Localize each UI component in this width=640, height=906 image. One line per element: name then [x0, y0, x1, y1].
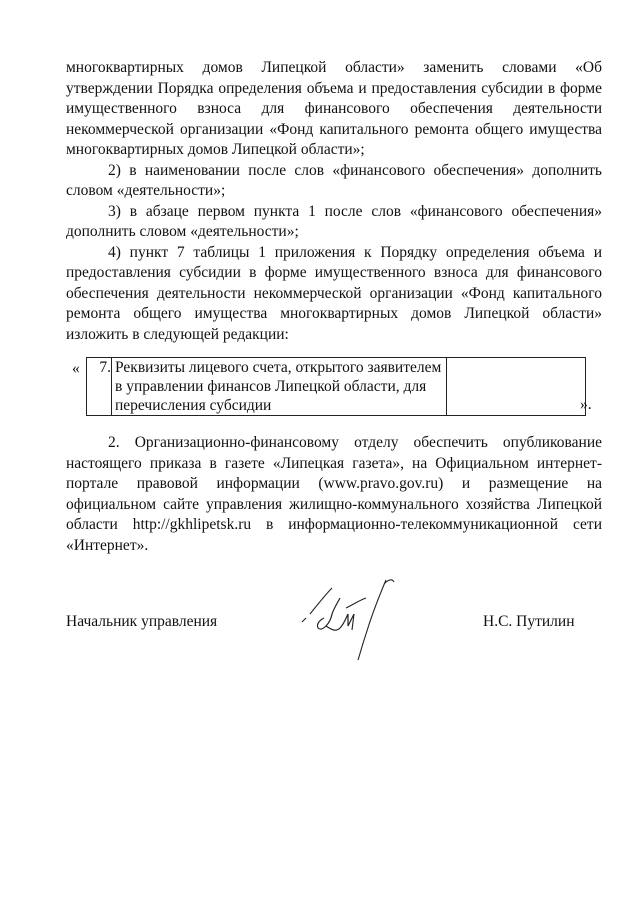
top-text [66, 58, 602, 345]
paragraph-item-3: 3) в абзаце первом пункта 1 после слов «финансового обеспечения» дополнить словом «деятельности»; [66, 202, 602, 240]
row-description: Реквизиты лицевого счета, открытого заявителем в управлении финансов Липецкой области, для перечисления субсидии [112, 358, 447, 416]
paragraph-item-4: 4) пункт 7 таблицы 1 приложения к Порядку определения объема и предоставления субсидии в форме имущественного взноса для финансового обеспечения деятельности некоммерческой организации «Фонд капитального ремонта общего имущества многоквартирных домов Липецкой области» изложить в следующей редакции: [66, 243, 602, 343]
amendment-table-block [66, 357, 602, 415]
close-quote: ». [580, 396, 592, 413]
bottom-text [66, 433, 602, 556]
paragraph-continuation: многоквартирных домов Липецкой области» заменить словами «Об утверждении Порядка определения объема и предоставления субсидии в форме имущественного взноса для финансового обеспечения деятельности некоммерческой организации «Фонд капитального ремонта общего имущества многоквартирных домов Липецкой области»; [66, 59, 602, 158]
signatory-position: Начальник управления [66, 613, 218, 630]
handwritten-signature-icon [296, 574, 406, 664]
requisites-table [86, 357, 586, 416]
open-quote: « [72, 360, 80, 377]
signatory-name: Н.С. Путилин [483, 613, 575, 630]
paragraph-item-2: 2) в наименовании после слов «финансового обеспечения» дополнить словом «деятельности»; [66, 161, 602, 199]
paragraph-publication: 2. Организационно-финансовому отделу обеспечить опубликование настоящего приказа в газете «Липецкая газета», на Официальном интернет-портале правовой информации (www.pravo.gov.ru) и размещение на официальном сайте управления жилищно-коммунального хозяйства Липецкой области http://gkhlipetsk.ru в информационно-телекоммуникационной сети «Интернет». [66, 434, 602, 554]
table-row [87, 358, 586, 416]
row-number: 7. [87, 358, 112, 416]
row-value [447, 358, 586, 416]
